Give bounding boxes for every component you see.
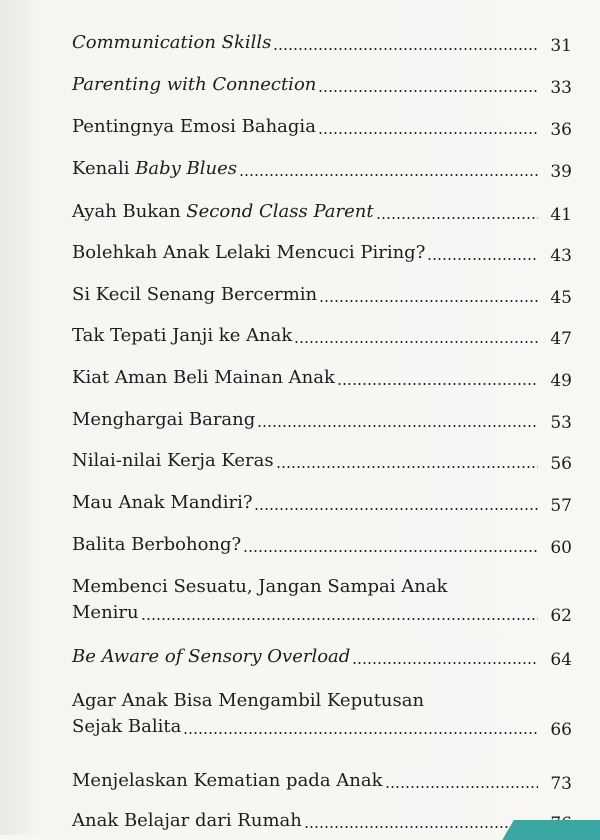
toc-entry[interactable] (72, 574, 572, 626)
toc-entry[interactable] (72, 72, 572, 98)
toc-row (72, 407, 572, 433)
toc-entry[interactable] (72, 30, 572, 56)
toc-row (72, 156, 572, 182)
toc-leader-dots (273, 48, 538, 50)
toc-leader-dots (276, 466, 538, 468)
toc-row (72, 365, 572, 391)
toc-title: Kenali Baby Blues (72, 158, 238, 179)
toc-entry[interactable] (72, 490, 572, 516)
toc-row (72, 490, 572, 516)
toc-row (72, 600, 572, 626)
toc-page-number: 49 (550, 371, 572, 391)
toc-leader-dots (141, 618, 538, 620)
toc-row (72, 323, 572, 349)
toc-leader-dots (427, 258, 538, 260)
toc-row (72, 114, 572, 140)
toc-leader-dots (257, 425, 538, 427)
toc-title: Mau Anak Mandiri? (72, 492, 253, 513)
toc-title: Meniru (72, 602, 139, 623)
toc-entry[interactable] (72, 407, 572, 433)
toc-title: Ayah Bukan Second Class Parent (72, 201, 374, 222)
toc-leader-dots (337, 383, 538, 385)
toc-entry[interactable] (72, 448, 572, 474)
toc-page-number: 66 (550, 720, 572, 740)
toc-row (72, 72, 572, 98)
toc-entry[interactable] (72, 768, 572, 794)
toc-title: Sejak Balita (72, 716, 182, 737)
toc-title-line: Membenci Sesuatu, Jangan Sampai Anak (72, 576, 448, 597)
toc-title-line: Agar Anak Bisa Mengambil Keputusan (72, 690, 425, 711)
toc-entry[interactable] (72, 323, 572, 349)
toc-leader-dots (318, 132, 538, 134)
toc-entry[interactable] (72, 808, 572, 834)
toc-page-number: 31 (550, 36, 572, 56)
toc-entry[interactable] (72, 240, 572, 266)
toc-row (72, 532, 572, 558)
toc-page-number: 53 (550, 413, 572, 433)
toc-page-number: 64 (550, 650, 572, 670)
toc-row (72, 768, 572, 794)
toc-row (72, 448, 572, 474)
toc-row (72, 714, 572, 740)
toc-page-number: 73 (550, 774, 572, 794)
toc-page-number: 36 (550, 120, 572, 140)
toc-page-number: 56 (550, 454, 572, 474)
toc-entry[interactable] (72, 688, 572, 740)
toc-row (72, 808, 572, 834)
toc-title: Menjelaskan Kematian pada Anak (72, 770, 383, 791)
toc-title: Communication Skills (72, 32, 272, 53)
toc-entry[interactable] (72, 365, 572, 391)
toc-page-number: 39 (550, 162, 572, 182)
toc-leader-dots (183, 732, 538, 734)
toc-page-number: 62 (550, 606, 572, 626)
toc-leader-dots (294, 341, 538, 343)
toc-entry[interactable] (72, 282, 572, 308)
toc-leader-dots (304, 826, 538, 828)
toc-title: Pentingnya Emosi Bahagia (72, 116, 316, 137)
toc-page-number: 60 (550, 538, 572, 558)
toc-row (72, 199, 572, 225)
toc-title: Be Aware of Sensory Overload (72, 646, 351, 667)
toc-row (72, 282, 572, 308)
toc-title: Nilai-nilai Kerja Keras (72, 450, 274, 471)
toc-leader-dots (385, 786, 539, 788)
toc-page-number: 47 (550, 329, 572, 349)
toc-leader-dots (376, 217, 538, 219)
toc-leader-dots (352, 662, 538, 664)
toc-entry[interactable] (72, 156, 572, 182)
toc-page-number: 41 (550, 205, 572, 225)
toc-title: Menghargai Barang (72, 409, 256, 430)
toc-page-number: 57 (550, 496, 572, 516)
toc-title: Balita Berbohong? (72, 534, 242, 555)
toc-page-number: 33 (550, 78, 572, 98)
toc-title: Bolehkah Anak Lelaki Mencuci Piring? (72, 242, 426, 263)
toc-entry[interactable] (72, 199, 572, 225)
toc-title: Si Kecil Senang Bercermin (72, 284, 318, 305)
toc-entry[interactable] (72, 644, 572, 670)
cover-corner (502, 820, 600, 840)
toc-row (72, 644, 572, 670)
toc-leader-dots (319, 300, 538, 302)
toc-row (72, 30, 572, 56)
toc-title: Anak Belajar dari Rumah (72, 810, 302, 831)
toc-title: Kiat Aman Beli Mainan Anak (72, 367, 335, 388)
toc-leader-dots (239, 174, 538, 176)
toc-leader-dots (318, 90, 538, 92)
toc-leader-dots (243, 550, 538, 552)
toc-page-number: 45 (550, 288, 572, 308)
toc-title: Parenting with Connection (72, 74, 317, 95)
toc-row (72, 240, 572, 266)
toc-entry[interactable] (72, 114, 572, 140)
toc-entry[interactable] (72, 532, 572, 558)
toc-leader-dots (254, 508, 538, 510)
toc-title: Tak Tepati Janji ke Anak (72, 325, 293, 346)
toc-page-number: 43 (550, 246, 572, 266)
